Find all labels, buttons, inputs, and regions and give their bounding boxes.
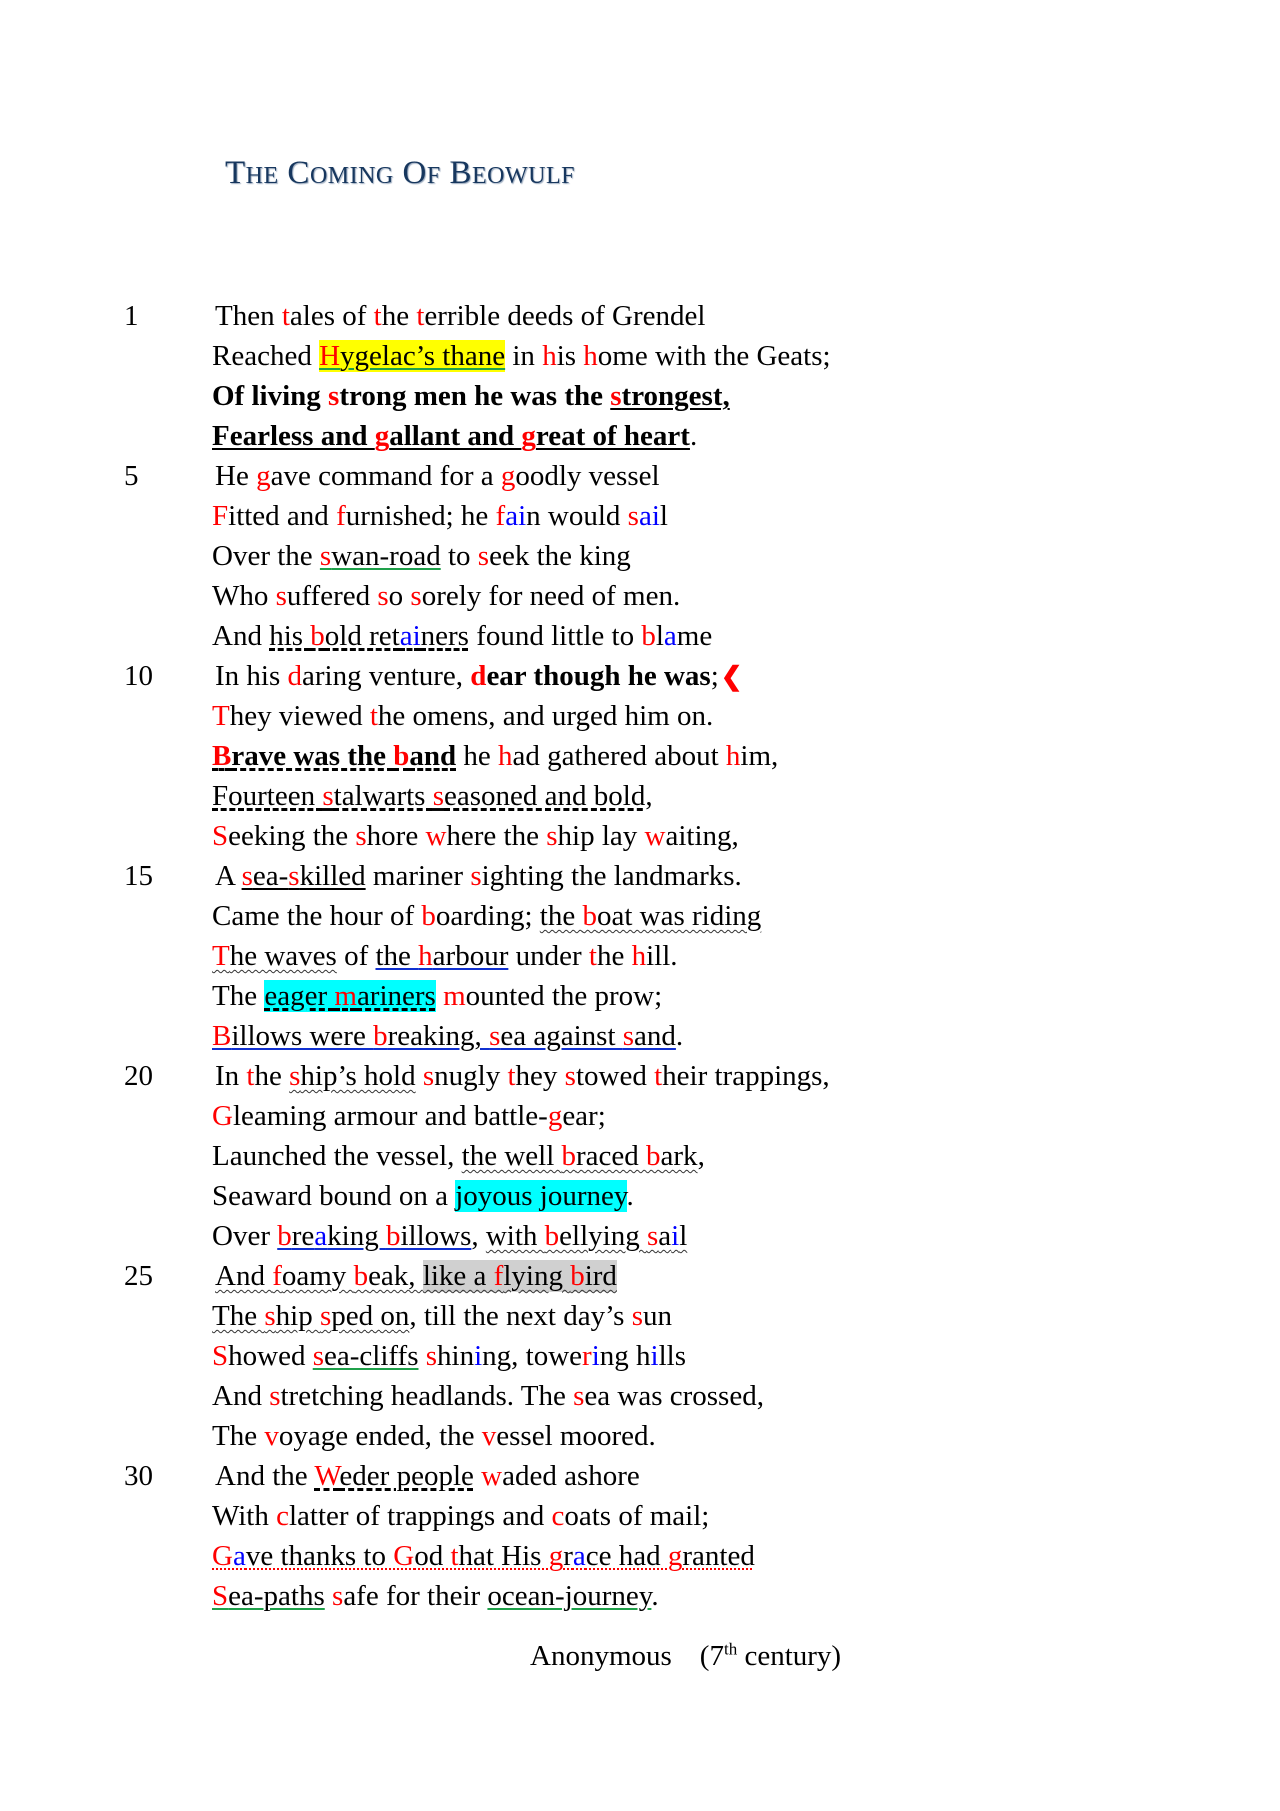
line-text: The eager mariners mounted the prow; [212,980,663,1012]
line-text: Then tales of the terrible deeds of Grendel [215,300,706,332]
line-text: Who suffered so sorely for need of men. [212,580,681,612]
line-text: They viewed the omens, and urged him on. [212,700,714,732]
line-text: He gave command for a goodly vessel [215,460,660,492]
line-number: 10 [124,660,153,692]
line-number: 20 [124,1060,153,1092]
line-text: Seaward bound on a joyous journey. [212,1180,634,1212]
line-number: 15 [124,860,153,892]
line-text: Gave thanks to God that His grace had granted [212,1540,755,1572]
line-number: 5 [124,460,139,492]
line-text: Over the swan-road to seek the king [212,540,631,572]
century: (7th century) [699,1639,842,1672]
line-number: 1 [124,300,139,332]
line-text: Fourteen stalwarts seasoned and bold, [212,780,653,812]
line-text: And his bold retainers found little to blame [212,620,713,652]
line-text: Fearless and gallant and great of heart. [212,420,698,452]
line-number: 25 [124,1260,153,1292]
line-text: The ship sped on, till the next day’s sun [212,1300,672,1332]
line-text: Billows were breaking, sea against sand. [212,1020,684,1052]
line-text: Fitted and furnished; he fain would sail [212,500,668,532]
line-text: And the Weder people waded ashore [215,1460,640,1492]
author: Anonymous [530,1640,672,1672]
line-text: Came the hour of boarding; the boat was riding [212,900,762,932]
line-text: The waves of the harbour under the hill. [212,940,678,972]
line-text: Sea-paths safe for their ocean-journey. [212,1580,659,1612]
line-text: Gleaming armour and battle-gear; [212,1100,606,1132]
arrow-marker-icon: ❮ [720,662,743,691]
line-text: Launched the vessel, the well braced bark, [212,1140,705,1172]
line-text: Showed sea-cliffs shining, towering hills [212,1340,686,1372]
line-text: And foamy beak, like a flying bird [215,1260,617,1292]
line-text: Of living strong men he was the strongest, [212,380,730,412]
line-text: And stretching headlands. The sea was crossed, [212,1380,764,1412]
line-text: Brave was the band he had gathered about him, [212,740,779,772]
line-text: A sea-skilled mariner sighting the landmarks. [215,860,742,892]
poem-title: THE COMING OF BEOWULF [225,155,575,191]
line-text: The voyage ended, the vessel moored. [212,1420,656,1452]
line-text: With clatter of trappings and coats of mail; [212,1500,710,1532]
line-text: In his daring venture, dear though he was;❮ [215,660,743,692]
line-number: 30 [124,1460,153,1492]
attribution [530,1640,841,1673]
line-text: Reached Hygelac’s thane in his home with the Geats; [212,340,831,372]
line-text: Seeking the shore where the ship lay waiting, [212,820,739,852]
line-text: In the ship’s hold snugly they stowed their trappings, [215,1060,830,1092]
line-text: Over breaking billows, with bellying sail [212,1220,688,1252]
